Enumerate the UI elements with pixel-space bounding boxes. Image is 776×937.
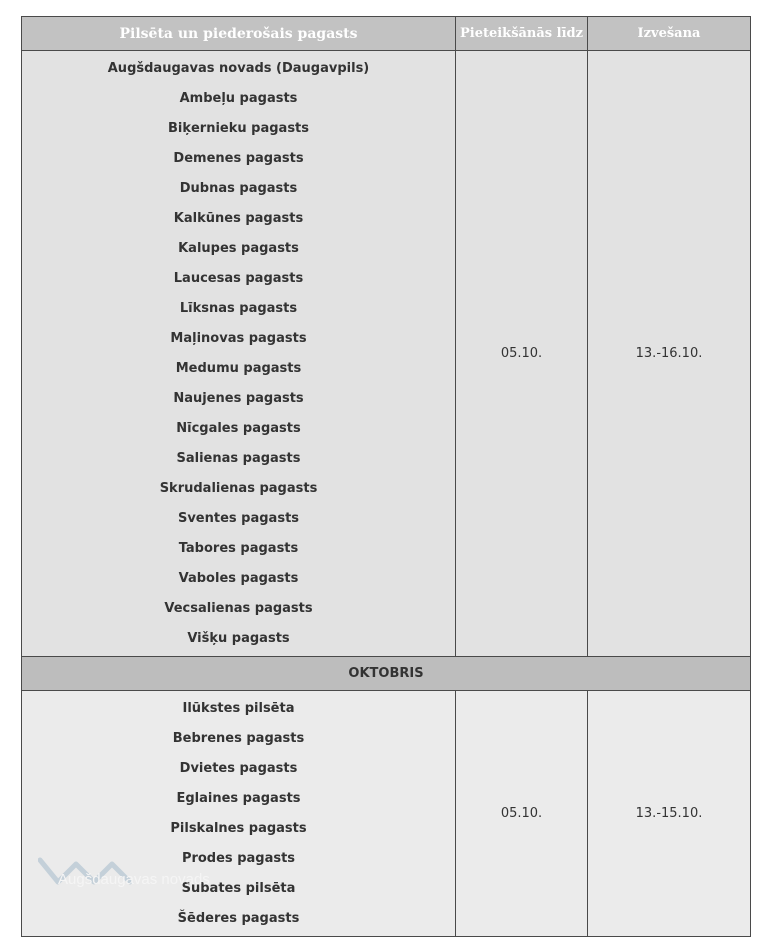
- place-name: Vaboles pagasts: [178, 571, 299, 586]
- month-row: [22, 657, 751, 691]
- place-name: Vecsalienas pagasts: [164, 601, 313, 616]
- place-list: [22, 51, 455, 656]
- place-name: Nīcgales pagasts: [176, 421, 301, 436]
- place-name: Prodes pagasts: [181, 851, 296, 866]
- place-name: Skrudalienas pagasts: [159, 481, 318, 496]
- group-row-2: [22, 691, 751, 937]
- place-name: Ilūkstes pilsēta: [182, 701, 295, 716]
- place-list: [22, 691, 455, 936]
- header-row: [22, 17, 751, 51]
- place-name: Salienas pagasts: [176, 451, 301, 466]
- place-name: Sventes pagasts: [177, 511, 300, 526]
- place-name: Līksnas pagasts: [179, 301, 298, 316]
- place-name: Ambeļu pagasts: [179, 91, 298, 106]
- apply-until-cell: 05.10.: [456, 51, 588, 657]
- place-name: Maļinovas pagasts: [170, 331, 307, 346]
- place-name: Augšdaugavas novads (Daugavpils): [107, 61, 370, 76]
- header-collection: Izvešana: [588, 17, 751, 51]
- collection-cell: 13.-15.10.: [588, 691, 751, 937]
- place-name: Demenes pagasts: [173, 151, 304, 166]
- place-name: Eglaines pagasts: [176, 791, 301, 806]
- places-cell: [22, 51, 456, 657]
- place-name: Kalkūnes pagasts: [173, 211, 304, 226]
- place-name: Pilskalnes pagasts: [170, 821, 307, 836]
- collection-cell: 13.-16.10.: [588, 51, 751, 657]
- watermark-text: Augšdaugavas novads: [58, 871, 210, 888]
- place-name: Subates pilsēta: [181, 881, 296, 896]
- place-name: Dubnas pagasts: [179, 181, 298, 196]
- month-label: OKTOBRIS: [22, 657, 751, 691]
- header-places: Pilsēta un piederošais pagasts: [22, 17, 456, 51]
- place-name: Tabores pagasts: [178, 541, 299, 556]
- place-name: Kalupes pagasts: [178, 241, 299, 256]
- place-name: Bebrenes pagasts: [172, 731, 305, 746]
- place-name: Laucesas pagasts: [173, 271, 304, 286]
- places-cell: [22, 691, 456, 937]
- place-name: Naujenes pagasts: [173, 391, 304, 406]
- group-row-1: [22, 51, 751, 657]
- place-name: Medumu pagasts: [175, 361, 302, 376]
- schedule-table: [21, 16, 751, 937]
- header-apply-until: Pieteikšānās līdz: [456, 17, 588, 51]
- apply-until-cell: 05.10.: [456, 691, 588, 937]
- place-name: Biķernieku pagasts: [167, 121, 310, 136]
- place-name: Dvietes pagasts: [179, 761, 298, 776]
- place-name: Višķu pagasts: [187, 631, 290, 646]
- place-name: Šēderes pagasts: [177, 911, 300, 926]
